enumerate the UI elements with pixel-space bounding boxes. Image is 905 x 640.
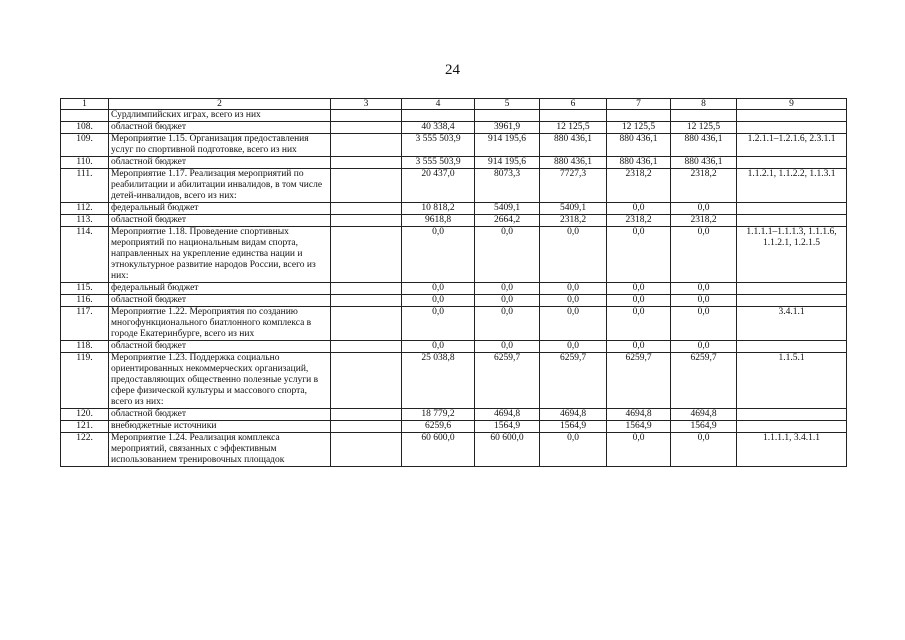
cell-col6: 7727,3	[540, 169, 607, 203]
cell-col7: 2318,2	[607, 169, 671, 203]
cell-col9: 3.4.1.1	[737, 307, 847, 341]
cell-col9	[737, 110, 847, 122]
table-row	[61, 433, 847, 467]
cell-col3	[331, 134, 402, 157]
row-number: 112.	[61, 203, 109, 215]
cell-col3	[331, 122, 402, 134]
row-number: 113.	[61, 215, 109, 227]
table-row	[61, 353, 847, 409]
cell-col9	[737, 341, 847, 353]
row-name: федеральный бюджет	[109, 283, 331, 295]
cell-col9	[737, 203, 847, 215]
cell-col8: 0,0	[671, 341, 737, 353]
row-number: 117.	[61, 307, 109, 341]
cell-col9	[737, 283, 847, 295]
cell-col5	[475, 110, 540, 122]
cell-col6: 0,0	[540, 341, 607, 353]
cell-col8: 880 436,1	[671, 134, 737, 157]
table-row	[61, 409, 847, 421]
row-name: Сурдлимпийских играх, всего из них	[109, 110, 331, 122]
row-name: Мероприятие 1.22. Мероприятия по созданию многофункционального биатлонного комплекса в городе Екатеринбурге, всего из них	[109, 307, 331, 341]
row-name: областной бюджет	[109, 341, 331, 353]
cell-col8: 0,0	[671, 433, 737, 467]
table-row	[61, 227, 847, 283]
cell-col3	[331, 203, 402, 215]
row-name: областной бюджет	[109, 295, 331, 307]
cell-col8: 2318,2	[671, 215, 737, 227]
cell-col7: 0,0	[607, 227, 671, 283]
table-row	[61, 122, 847, 134]
cell-col9: 1.1.1.1, 3.4.1.1	[737, 433, 847, 467]
row-name: областной бюджет	[109, 409, 331, 421]
cell-col8: 880 436,1	[671, 157, 737, 169]
cell-col4: 9618,8	[402, 215, 475, 227]
row-name: областной бюджет	[109, 122, 331, 134]
cell-col3	[331, 169, 402, 203]
row-name: областной бюджет	[109, 157, 331, 169]
table-row	[61, 421, 847, 433]
table-body	[61, 110, 847, 467]
row-name: федеральный бюджет	[109, 203, 331, 215]
cell-col7: 4694,8	[607, 409, 671, 421]
cell-col3	[331, 215, 402, 227]
cell-col6: 0,0	[540, 433, 607, 467]
table-row	[61, 341, 847, 353]
cell-col8: 4694,8	[671, 409, 737, 421]
row-number: 120.	[61, 409, 109, 421]
cell-col8: 0,0	[671, 227, 737, 283]
row-name: Мероприятие 1.15. Организация предоставления услуг по спортивной подготовке, всего из них	[109, 134, 331, 157]
column-header: 4	[402, 99, 475, 110]
cell-col9	[737, 295, 847, 307]
cell-col4: 0,0	[402, 283, 475, 295]
cell-col8: 1564,9	[671, 421, 737, 433]
cell-col8: 0,0	[671, 203, 737, 215]
column-header: 3	[331, 99, 402, 110]
cell-col7: 1564,9	[607, 421, 671, 433]
row-name: областной бюджет	[109, 215, 331, 227]
cell-col3	[331, 409, 402, 421]
table-row	[61, 134, 847, 157]
column-header: 8	[671, 99, 737, 110]
row-number: 115.	[61, 283, 109, 295]
column-header: 7	[607, 99, 671, 110]
cell-col7	[607, 110, 671, 122]
cell-col3	[331, 295, 402, 307]
cell-col5: 1564,9	[475, 421, 540, 433]
cell-col7: 0,0	[607, 433, 671, 467]
cell-col9: 1.1.1.1–1.1.1.3, 1.1.1.6, 1.1.2.1, 1.2.1.5	[737, 227, 847, 283]
cell-col9: 1.1.2.1, 1.1.2.2, 1.1.3.1	[737, 169, 847, 203]
cell-col7: 880 436,1	[607, 157, 671, 169]
cell-col4	[402, 110, 475, 122]
cell-col4: 0,0	[402, 341, 475, 353]
cell-col5: 0,0	[475, 283, 540, 295]
cell-col3	[331, 433, 402, 467]
row-name: Мероприятие 1.23. Поддержка социально ориентированных некоммерческих организаций, предоставляющих общественно полезные услуги в сфере физической культуры и массового спорта, всего из них:	[109, 353, 331, 409]
cell-col5: 4694,8	[475, 409, 540, 421]
table-row	[61, 110, 847, 122]
cell-col5: 914 195,6	[475, 157, 540, 169]
cell-col3	[331, 283, 402, 295]
cell-col5: 914 195,6	[475, 134, 540, 157]
cell-col7: 0,0	[607, 283, 671, 295]
cell-col6: 6259,7	[540, 353, 607, 409]
cell-col3	[331, 421, 402, 433]
row-number: 109.	[61, 134, 109, 157]
cell-col5: 0,0	[475, 227, 540, 283]
cell-col5: 0,0	[475, 341, 540, 353]
row-number: 118.	[61, 341, 109, 353]
column-header: 6	[540, 99, 607, 110]
row-number: 108.	[61, 122, 109, 134]
cell-col8: 12 125,5	[671, 122, 737, 134]
cell-col6: 5409,1	[540, 203, 607, 215]
table-row	[61, 283, 847, 295]
cell-col5: 60 600,0	[475, 433, 540, 467]
cell-col4: 0,0	[402, 295, 475, 307]
cell-col8	[671, 110, 737, 122]
cell-col9	[737, 122, 847, 134]
cell-col6	[540, 110, 607, 122]
cell-col6: 12 125,5	[540, 122, 607, 134]
cell-col5: 2664,2	[475, 215, 540, 227]
cell-col7: 12 125,5	[607, 122, 671, 134]
cell-col9	[737, 409, 847, 421]
cell-col4: 3 555 503,9	[402, 157, 475, 169]
cell-col8: 2318,2	[671, 169, 737, 203]
cell-col6: 880 436,1	[540, 157, 607, 169]
cell-col9	[737, 421, 847, 433]
cell-col9	[737, 215, 847, 227]
cell-col6: 0,0	[540, 307, 607, 341]
cell-col6: 0,0	[540, 227, 607, 283]
cell-col6: 1564,9	[540, 421, 607, 433]
cell-col5: 0,0	[475, 307, 540, 341]
cell-col8: 6259,7	[671, 353, 737, 409]
cell-col7: 880 436,1	[607, 134, 671, 157]
cell-col5: 0,0	[475, 295, 540, 307]
cell-col3	[331, 341, 402, 353]
cell-col4: 3 555 503,9	[402, 134, 475, 157]
cell-col9: 1.1.5.1	[737, 353, 847, 409]
column-header: 1	[61, 99, 109, 110]
row-number: 111.	[61, 169, 109, 203]
row-number: 114.	[61, 227, 109, 283]
row-name: Мероприятие 1.24. Реализация комплекса мероприятий, связанных с эффективным использованием тренировочных площадок	[109, 433, 331, 467]
table-row	[61, 215, 847, 227]
cell-col7: 0,0	[607, 295, 671, 307]
table-row	[61, 295, 847, 307]
cell-col7: 2318,2	[607, 215, 671, 227]
table-row	[61, 157, 847, 169]
cell-col3	[331, 353, 402, 409]
page-number: 24	[445, 62, 460, 78]
cell-col3	[331, 110, 402, 122]
cell-col9	[737, 157, 847, 169]
table-header-row	[61, 99, 847, 110]
cell-col7: 6259,7	[607, 353, 671, 409]
cell-col5: 8073,3	[475, 169, 540, 203]
table-row	[61, 203, 847, 215]
row-number: 119.	[61, 353, 109, 409]
cell-col8: 0,0	[671, 307, 737, 341]
cell-col4: 18 779,2	[402, 409, 475, 421]
row-name: внебюджетные источники	[109, 421, 331, 433]
cell-col5: 3961,9	[475, 122, 540, 134]
cell-col6: 0,0	[540, 295, 607, 307]
cell-col4: 20 437,0	[402, 169, 475, 203]
row-number	[61, 110, 109, 122]
cell-col6: 4694,8	[540, 409, 607, 421]
table-row	[61, 169, 847, 203]
row-number: 116.	[61, 295, 109, 307]
cell-col6: 0,0	[540, 283, 607, 295]
cell-col7: 0,0	[607, 307, 671, 341]
cell-col3	[331, 227, 402, 283]
column-header: 2	[109, 99, 331, 110]
column-header: 9	[737, 99, 847, 110]
cell-col4: 10 818,2	[402, 203, 475, 215]
cell-col4: 0,0	[402, 227, 475, 283]
budget-table	[60, 98, 847, 467]
row-name: Мероприятие 1.17. Реализация мероприятий по реабилитации и абилитации инвалидов, в том числе детей-инвалидов, всего из них:	[109, 169, 331, 203]
row-number: 122.	[61, 433, 109, 467]
cell-col7: 0,0	[607, 341, 671, 353]
cell-col4: 40 338,4	[402, 122, 475, 134]
row-number: 121.	[61, 421, 109, 433]
cell-col9: 1.2.1.1–1.2.1.6, 2.3.1.1	[737, 134, 847, 157]
cell-col5: 5409,1	[475, 203, 540, 215]
cell-col4: 60 600,0	[402, 433, 475, 467]
column-header: 5	[475, 99, 540, 110]
cell-col6: 2318,2	[540, 215, 607, 227]
table-row	[61, 307, 847, 341]
cell-col6: 880 436,1	[540, 134, 607, 157]
cell-col3	[331, 307, 402, 341]
row-number: 110.	[61, 157, 109, 169]
cell-col4: 0,0	[402, 307, 475, 341]
cell-col8: 0,0	[671, 283, 737, 295]
cell-col4: 6259,6	[402, 421, 475, 433]
cell-col7: 0,0	[607, 203, 671, 215]
cell-col5: 6259,7	[475, 353, 540, 409]
cell-col4: 25 038,8	[402, 353, 475, 409]
row-name: Мероприятие 1.18. Проведение спортивных мероприятий по национальным видам спорта, направленных на укрепление единства нации и этнокультурное развитие народов России, всего из них:	[109, 227, 331, 283]
cell-col3	[331, 157, 402, 169]
cell-col8: 0,0	[671, 295, 737, 307]
